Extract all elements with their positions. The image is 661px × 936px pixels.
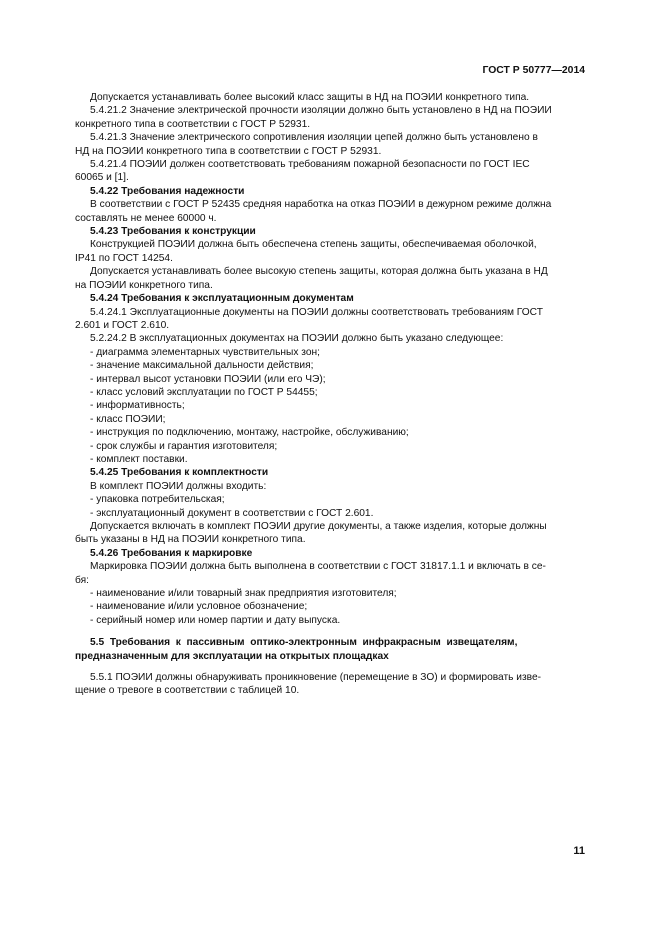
list-item: - наименование и/или условное обозначение; [90,601,308,613]
paragraph [75,131,583,158]
paragraph [90,332,583,345]
section-heading-5-4-23: 5.4.23 Требования к конструкции [90,226,256,238]
page-number: 11 [573,845,585,857]
paragraph [75,198,583,225]
list-item: - информативность; [90,400,185,412]
heading-line: 5.5 Требования к пассивным оптико-электронным инфракрасным извещателям, [90,637,518,649]
text-line: IP41 по ГОСТ 14254. [75,252,173,264]
paragraph [75,520,583,547]
heading-line: предназначенным для эксплуатации на открытых площадках [75,650,389,662]
list-item: - инструкция по подключению, монтажу, настройке, обслуживанию; [90,427,409,439]
text-line: 5.4.24.1 Эксплуатационные документы на ПОЭИИ должны соответствовать требованиям ГОСТ [90,306,543,318]
paragraph [75,238,583,265]
text-line: В соответствии с ГОСТ Р 52435 средняя наработка на отказ ПОЭИИ в дежурном режиме должна [90,199,552,211]
text-line: 5.2.24.2 В эксплуатационных документах на ПОЭИИ должно быть указано следующее: [90,333,504,345]
text-line: Допускается устанавливать более высокий класс защиты в НД на ПОЭИИ конкретного типа. [90,92,530,103]
paragraph [75,671,583,698]
section-heading-5-5 [75,636,583,663]
section-heading-5-4-25: 5.4.25 Требования к комплектности [90,467,269,479]
text-line: В комплект ПОЭИИ должны входить: [90,480,267,492]
list-item: - значение максимальной дальности действия; [90,360,314,372]
list-item: - упаковка потребительская; [90,494,225,506]
list-item: - диаграмма элементарных чувствительных зон; [90,346,320,358]
paragraph [90,480,583,493]
text-line: бя: [75,574,89,586]
paragraph [75,265,583,292]
standard-code-header: ГОСТ Р 50777—2014 [482,65,585,76]
list-item: - комплект поставки. [90,453,188,465]
text-line: щение о тревоге в соответствии с таблицей 10. [75,685,300,697]
text-line: Конструкцией ПОЭИИ должна быть обеспечена степень защиты, обеспечиваемая оболочкой, [90,239,537,251]
text-line: составлять не менее 60000 ч. [75,212,217,224]
text-line: Допускается включать в комплект ПОЭИИ другие документы, а также изделия, которые должны [90,521,547,532]
paragraph [75,560,583,587]
list-item: - наименование и/или товарный знак предприятия изготовителя; [90,588,397,600]
list-completeness [90,493,583,520]
paragraph [75,306,583,333]
text-line: Маркировка ПОЭИИ должна быть выполнена в соответствии с ГОСТ 31817.1.1 и включать в се- [90,561,546,573]
section-heading-5-4-22: 5.4.22 Требования надежности [90,185,245,197]
text-line: 5.4.21.2 Значение электрической прочности изоляции должно быть установлено в НД на ПОЭИИ [90,105,552,117]
text-line: НД на ПОЭИИ конкретного типа в соответствии с ГОСТ Р 52931. [75,145,382,157]
text-line: 60065 и [1]. [75,172,129,184]
text-line: 5.4.21.3 Значение электрического сопротивления изоляции цепей должно быть установлено в [90,132,538,144]
section-heading-5-4-24: 5.4.24 Требования к эксплуатационным документам [90,293,354,305]
text-line: на ПОЭИИ конкретного типа. [75,279,213,291]
text-line: Допускается устанавливать более высокую степень защиты, которая должна быть указана в НД [90,266,548,278]
text-line: 5.5.1 ПОЭИИ должны обнаруживать проникновение (перемещение в ЗО) и формировать изве- [90,672,542,684]
text-line: 2.601 и ГОСТ 2.610. [75,319,170,331]
text-line: быть указаны в НД на ПОЭИИ конкретного типа. [75,534,306,546]
list-item: - эксплуатационный документ в соответствии с ГОСТ 2.601. [90,507,374,519]
list-item: - класс ПОЭИИ; [90,413,166,425]
list-item: - класс условий эксплуатации по ГОСТ Р 54455; [90,386,318,398]
paragraph [75,158,583,185]
paragraph [75,104,583,131]
document-body [75,91,583,698]
list-marking [90,587,583,627]
paragraph [90,91,583,104]
list-item: - срок службы и гарантия изготовителя; [90,440,278,452]
list-operational-docs [90,346,583,467]
text-line: 5.4.21.4 ПОЭИИ должен соответствовать требованиям пожарной безопасности по ГОСТ IEC [90,159,530,171]
section-heading-5-4-26: 5.4.26 Требования к маркировке [90,547,253,559]
list-item: - интервал высот установки ПОЭИИ (или его ЧЭ); [90,373,326,385]
text-line: конкретного типа в соответствии с ГОСТ Р 52931. [75,118,311,130]
list-item: - серийный номер или номер партии и дату выпуска. [90,614,341,626]
